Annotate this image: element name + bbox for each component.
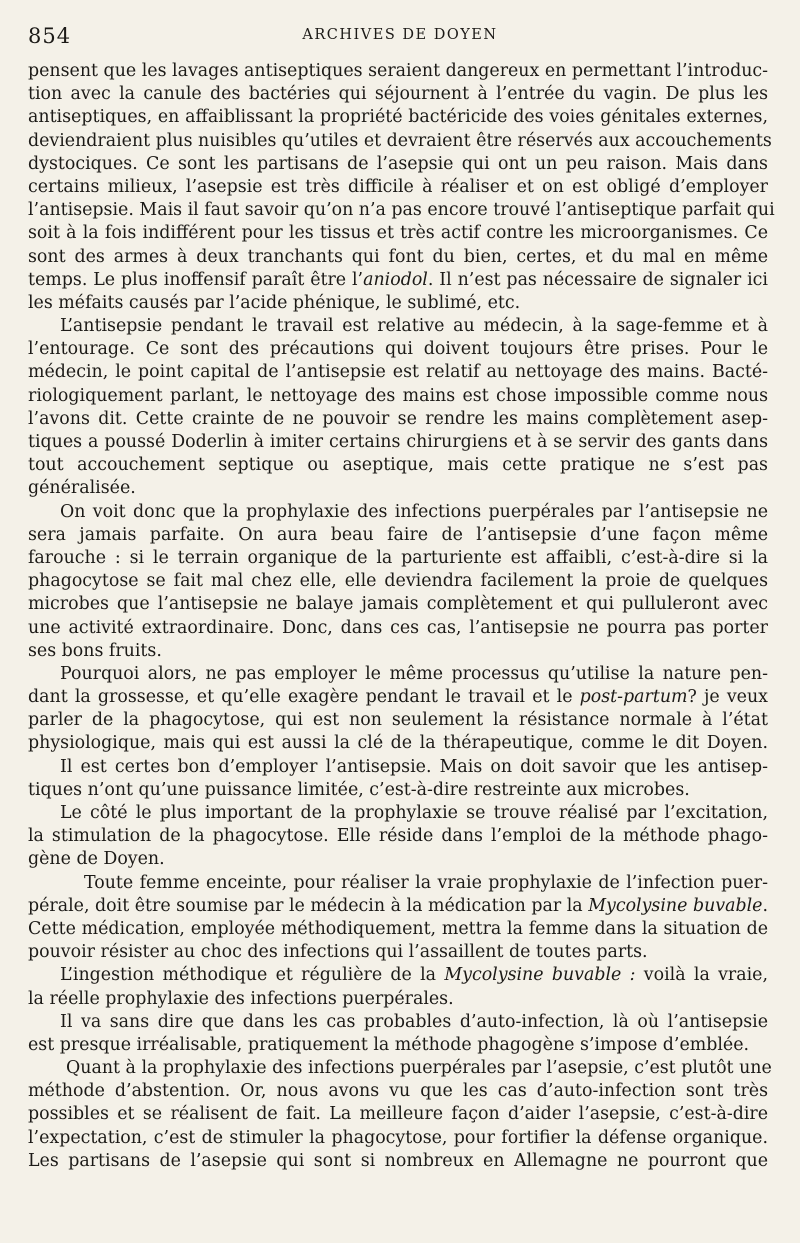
text-line: [28, 1057, 772, 1080]
text-line: [28, 1034, 768, 1057]
text-line: [28, 1150, 768, 1173]
text-line: [28, 315, 768, 338]
text-segment: pensent que les lavages antiseptiques seraient dangereux en permettant l’introduc-: [28, 61, 769, 81]
text-segment: méthode d’abstention. Or, nous avons vu que les cas d’auto-infection sont très: [28, 1081, 768, 1102]
page-number: 854: [28, 24, 72, 48]
text-segment: tiques a poussé Doderlin à imiter certains chirurgiens et à se servir des gants dans: [28, 432, 768, 452]
text-line: [28, 570, 768, 593]
text-segment: deviendraient plus nuisibles qu’utiles et devraient être réservés aux accouchements: [28, 130, 772, 151]
text-segment: farouche : si le terrain organique de la parturiente est affaibli, c’est-à-dire si la: [28, 547, 768, 568]
text-line: [28, 988, 768, 1011]
text-segment: les méfaits causés par l’acide phénique, le sublimé, etc.: [28, 292, 521, 313]
text-segment: temps. Le plus inoffensif paraît être l’: [28, 269, 364, 290]
text-line: [28, 153, 768, 176]
text-line: [28, 825, 768, 848]
text-line: [28, 83, 768, 106]
text-line: [28, 1127, 768, 1150]
text-segment: soit à la fois indifférent pour les tissus et très actif contre les microorganismes. Ce: [28, 223, 768, 244]
text-line: [28, 732, 768, 755]
text-line: [28, 408, 768, 431]
text-segment: voilà la vraie,: [635, 965, 768, 986]
text-line: [28, 361, 768, 384]
page-header: [28, 24, 772, 50]
text-segment: L’antisepsie pendant le travail est relative au médecin, à la sage-femme et à: [60, 316, 768, 337]
text-line: [28, 1080, 768, 1103]
text-line: [28, 547, 768, 570]
text-line: [28, 477, 768, 500]
text-segment: Pourquoi alors, ne pas employer le même processus qu’utilise la nature pen-: [60, 663, 768, 684]
text-line: [28, 1103, 768, 1126]
text-segment: tout accouchement septique ou aseptique, mais cette pratique ne s’est pas: [28, 455, 768, 476]
text-line: [28, 385, 768, 408]
text-segment: gène de Doyen.: [28, 849, 165, 870]
text-segment: l’entourage. Ce sont des précautions qui doivent toujours être prises. Pour le: [28, 339, 768, 360]
text-line: [28, 60, 768, 83]
text-segment: généralisée.: [28, 478, 136, 499]
text-segment: sera jamais parfaite. On aura beau faire de l’antisepsie d’une façon même: [28, 524, 768, 545]
text-line: [28, 779, 768, 802]
text-segment: pérale, doit être soumise par le médecin à la médication par la: [28, 895, 589, 916]
text-line: [28, 130, 772, 153]
text-segment: sont des armes à deux tranchants qui font du bien, certes, et du mal en même: [28, 246, 768, 267]
text-line: [28, 872, 768, 895]
text-line: [28, 918, 768, 941]
text-line: [28, 663, 768, 686]
text-segment: dant la grossesse, et qu’elle exagère pendant le travail et le: [28, 687, 580, 708]
text-line: [28, 593, 768, 616]
text-segment: parler de la phagocytose, qui est non seulement la résistance normale à l’état: [28, 710, 768, 731]
text-line: [28, 106, 768, 129]
text-segment: On voit donc que la prophylaxie des infections puerpérales par l’antisepsie ne: [60, 501, 768, 522]
text-line: [28, 501, 768, 524]
text-segment: microbes que l’antisepsie ne balaye jamais complètement et qui pulluleront avec: [28, 594, 768, 615]
text-line: [28, 848, 768, 871]
text-line: [28, 454, 768, 477]
text-segment: physiologique, mais qui est aussi la clé de la thérapeutique, comme le dit Doyen.: [28, 733, 768, 754]
text-line: [28, 431, 768, 454]
text-segment: ? je veux: [687, 687, 768, 708]
text-line: [28, 802, 768, 825]
italic-term: Mycolysine buvable: [588, 895, 763, 916]
text-segment: médecin, le point capital de l’antisepsie est relatif au nettoyage des mains. Bacté-: [28, 362, 768, 383]
text-segment: Il est certes bon d’employer l’antisepsie. Mais on doit savoir que les antisep-: [60, 756, 768, 777]
text-segment: l’antisepsie. Mais il faut savoir qu’on n’a pas encore trouvé l’antiseptique parfait qui: [28, 200, 775, 221]
text-segment: la stimulation de la phagocytose. Elle réside dans l’emploi de la méthode phago-: [28, 826, 768, 847]
text-line: [28, 292, 768, 315]
text-segment: riologiquement parlant, le nettoyage des mains est chose impossible comme nous: [28, 385, 768, 406]
text-line: [28, 617, 768, 640]
text-segment: . Il n’est pas nécessaire de signaler ici: [427, 269, 768, 290]
text-segment: l’expectation, c’est de stimuler la phagocytose, pour fortifier la défense organique.: [28, 1127, 768, 1148]
text-segment: antiseptiques, en affaiblissant la propriété bactéricide des voies génitales externes,: [28, 107, 768, 128]
text-line: [28, 964, 768, 987]
text-line: [28, 222, 768, 245]
text-segment: Il va sans dire que dans les cas probables d’auto-infection, là où l’antisepsie: [60, 1011, 768, 1032]
text-line: [28, 524, 768, 547]
body-text: [28, 60, 775, 1173]
text-segment: Cette médication, employée méthodiquement, mettra la femme dans la situation de: [28, 918, 768, 939]
text-segment: une activité extraordinaire. Donc, dans ces cas, l’antisepsie ne pourra pas porter: [28, 617, 768, 638]
text-line: [28, 941, 768, 964]
text-segment: ses bons fruits.: [28, 640, 162, 661]
text-segment: tion avec la canule des bactéries qui séjournent à l’entrée du vagin. De plus les: [28, 84, 768, 105]
italic-term: aniodol: [363, 269, 428, 290]
text-segment: dystociques. Ce sont les partisans de l’asepsie qui ont un peu raison. Mais dans: [28, 153, 768, 174]
text-line: [28, 269, 768, 292]
text-line: [28, 338, 768, 361]
text-segment: Les partisans de l’asepsie qui sont si nombreux en Allemagne ne pourront que: [28, 1150, 768, 1171]
text-segment: tiques n’ont qu’une puissance limitée, c’est-à-dire restreinte aux microbes.: [28, 779, 690, 800]
italic-term: Mycolysine buvable :: [444, 965, 636, 986]
italic-term: post-partum: [579, 687, 688, 708]
text-segment: Le côté le plus important de la prophylaxie se trouve réalisé par l’excitation,: [60, 803, 768, 823]
text-segment: certains milieux, l’asepsie est très difficile à réaliser et on est obligé d’employer: [28, 176, 768, 197]
text-segment: est presque irréalisable, pratiquement la méthode phagogène s’impose d’emblée.: [28, 1034, 750, 1055]
text-segment: possibles et se réalisent de fait. La meilleure façon d’aider l’asepsie, c’est-à-dire: [28, 1104, 768, 1125]
text-line: [28, 246, 768, 269]
text-line: [28, 1011, 768, 1034]
text-line: [28, 640, 768, 663]
running-title: ARCHIVES DE DOYEN: [302, 27, 498, 43]
text-line: [28, 176, 768, 199]
text-line: [28, 709, 768, 732]
text-segment: la réelle prophylaxie des infections puerpérales.: [28, 988, 454, 1009]
text-segment: phagocytose se fait mal chez elle, elle deviendra facilement la proie de quelques: [28, 571, 768, 592]
text-line: [28, 199, 775, 222]
text-segment: Toute femme enceinte, pour réaliser la vraie prophylaxie de l’infection puer-: [84, 872, 768, 893]
text-line: [28, 895, 768, 918]
text-segment: l’avons dit. Cette crainte de ne pouvoir se rendre les mains complètement asep-: [28, 408, 768, 429]
text-line: [28, 686, 768, 709]
text-segment: L’ingestion méthodique et régulière de la: [60, 965, 445, 986]
text-line: [28, 756, 768, 779]
text-segment: Quant à la prophylaxie des infections puerpérales par l’asepsie, c’est plutôt une: [66, 1058, 772, 1079]
text-segment: pouvoir résister au choc des infections qui l’assaillent de toutes parts.: [28, 942, 648, 963]
text-segment: .: [762, 895, 769, 916]
